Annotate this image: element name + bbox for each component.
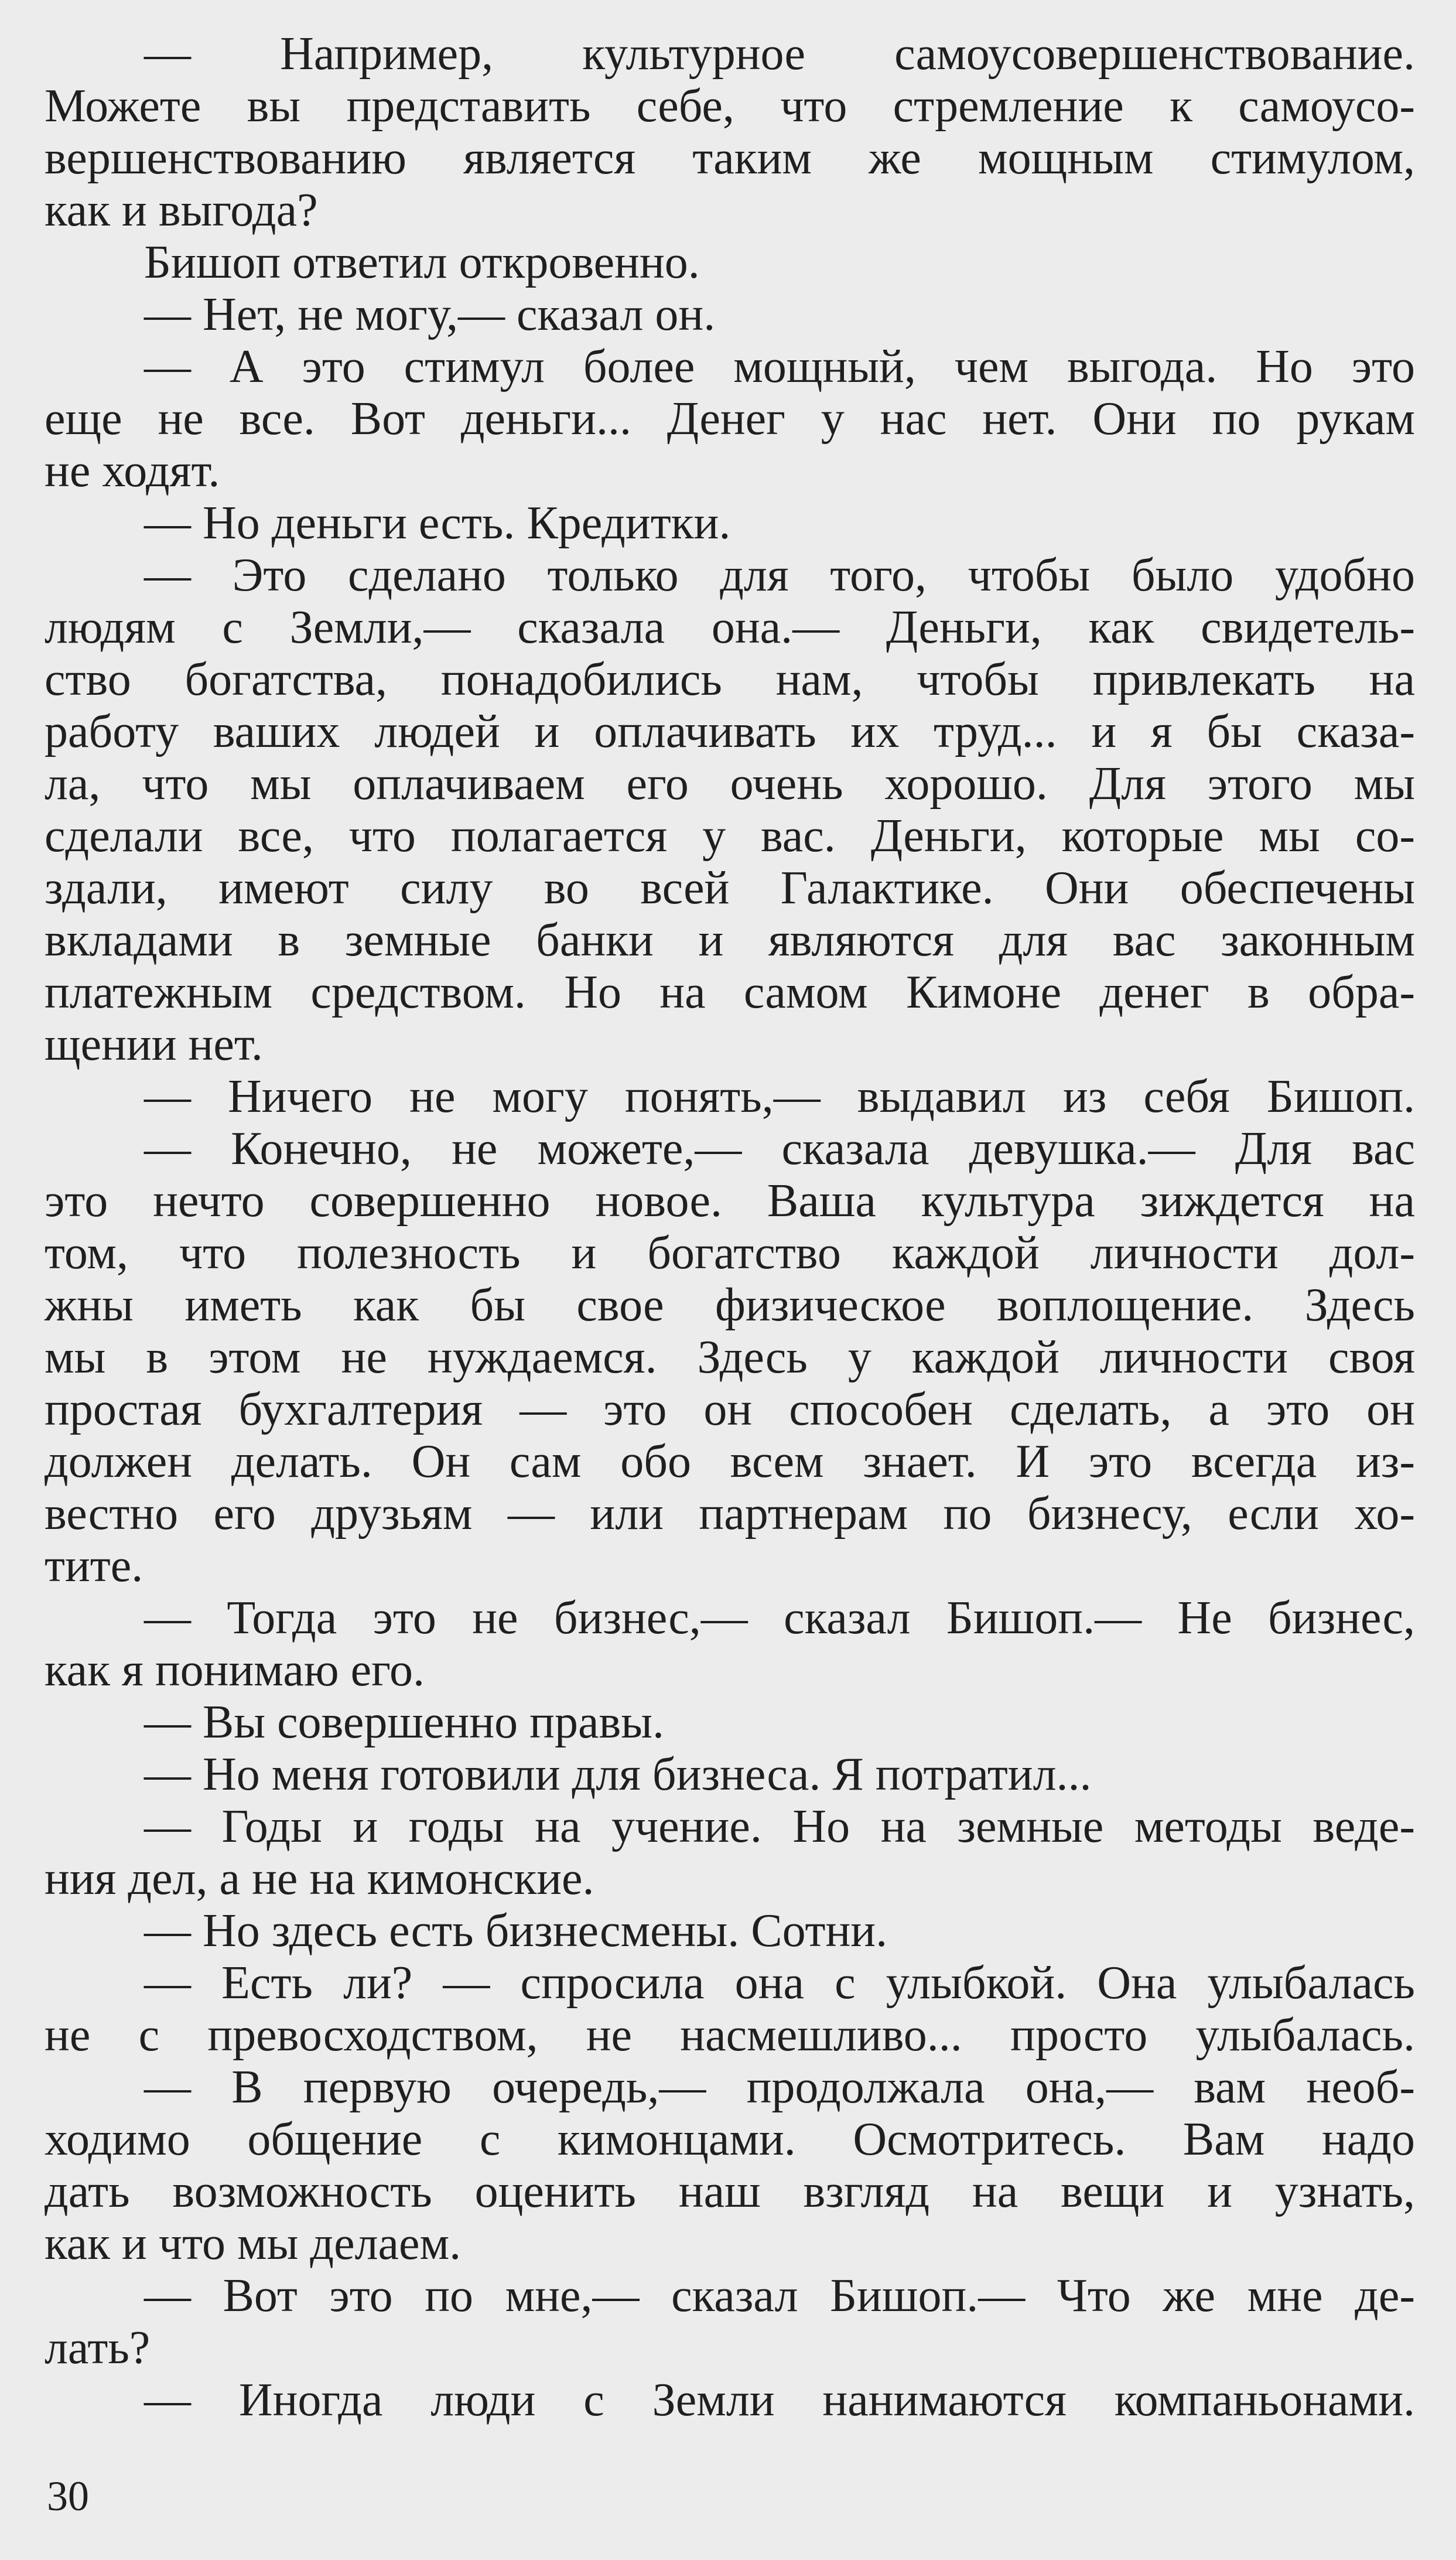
text-line: вершенствованию является таким же мощным стимулом, [45, 132, 1415, 184]
text-line: ходимо общение с кимонцами. Осмотритесь. Вам надо [45, 2114, 1415, 2165]
text-line: платежным средством. Но на самом Кимоне денег в обра- [45, 967, 1415, 1018]
text-line: как и выгода? [45, 185, 318, 236]
text-line: ство богатства, понадобились нам, чтобы привлекать на [45, 654, 1415, 705]
text-line: — Тогда это не бизнес,— сказал Бишоп.— Не бизнес, [144, 1592, 1415, 1644]
text-line: дать возможность оценить наш взгляд на вещи и узнать, [45, 2166, 1415, 2217]
text-line: ния дел, а не на кимонские. [45, 1853, 594, 1904]
text-line: сделали все, что полагается у вас. Деньги, которые мы со- [45, 810, 1415, 862]
text-line: еще не все. Вот деньги... Денег у нас нет. Они по рукам [45, 393, 1415, 445]
text-line: — Например, культурное самоусовершенствование. [144, 28, 1415, 80]
text-line: как и что мы делаем. [45, 2218, 462, 2269]
text-line: щении нет. [45, 1019, 263, 1070]
text-line: жны иметь как бы свое физическое воплощение. Здесь [45, 1279, 1415, 1331]
text-line: — Но деньги есть. Кредитки. [144, 497, 731, 549]
text-line: — Конечно, не можете,— сказала девушка.— Для вас [144, 1123, 1415, 1175]
text-line: тите. [45, 1540, 143, 1592]
text-line: здали, имеют силу во всей Галактике. Они обеспечены [45, 862, 1415, 914]
text-line: — В первую очередь,— продолжала она,— вам необ- [144, 2061, 1415, 2113]
text-line: — Ничего не могу понять,— выдавил из себя Бишоп. [144, 1071, 1415, 1122]
body-text [45, 28, 1415, 2426]
text-line: мы в этом не нуждаемся. Здесь у каждой личности своя [45, 1332, 1415, 1383]
text-line: ла, что мы оплачиваем его очень хорошо. Для этого мы [45, 758, 1415, 810]
text-line: — Но здесь есть бизнесмены. Сотни. [144, 1905, 888, 1957]
text-line: вкладами в земные банки и являются для вас законным [45, 914, 1415, 966]
text-line: — Вот это по мне,— сказал Бишоп.— Что же мне де- [144, 2270, 1415, 2322]
text-line: — Иногда люди с Земли нанимаются компаньонами. [144, 2374, 1415, 2426]
text-line: как я понимаю его. [45, 1644, 425, 1696]
text-line: работу ваших людей и оплачивать их труд... и я бы сказа- [45, 706, 1415, 757]
text-line: — Годы и годы на учение. Но на земные методы веде- [144, 1801, 1415, 1852]
text-line: — А это стимул более мощный, чем выгода. Но это [144, 341, 1415, 392]
text-line: том, что полезность и богатство каждой личности дол- [45, 1227, 1415, 1279]
text-line: не с превосходством, не насмешливо... просто улыбалась. [45, 2009, 1415, 2061]
text-line: вестно его друзьям — или партнерам по бизнесу, если хо- [45, 1488, 1415, 1540]
text-line: — Вы совершенно правы. [144, 1697, 665, 1748]
text-line: — Это сделано только для того, чтобы было удобно [144, 549, 1415, 601]
text-line: Бишоп ответил откровенно. [144, 237, 700, 288]
text-line: лать? [45, 2322, 151, 2374]
text-line: простая бухгалтерия — это он способен сделать, а это он [45, 1384, 1415, 1435]
text-line: людям с Земли,— сказала она.— Деньги, как свидетель- [45, 602, 1415, 653]
text-line: не ходят. [45, 445, 220, 497]
text-line: — Но меня готовили для бизнеса. Я потратил... [144, 1749, 1092, 1800]
text-line: должен делать. Он сам обо всем знает. И это всегда из- [45, 1436, 1415, 1487]
page-number: 30 [47, 2473, 89, 2520]
text-line: — Есть ли? — спросила она с улыбкой. Она улыбалась [144, 1957, 1415, 2009]
text-line: это нечто совершенно новое. Ваша культура зиждется на [45, 1175, 1415, 1227]
text-line: Можете вы представить себе, что стремление к самоусо- [45, 80, 1415, 132]
text-line: — Нет, не могу,— сказал он. [144, 289, 716, 340]
